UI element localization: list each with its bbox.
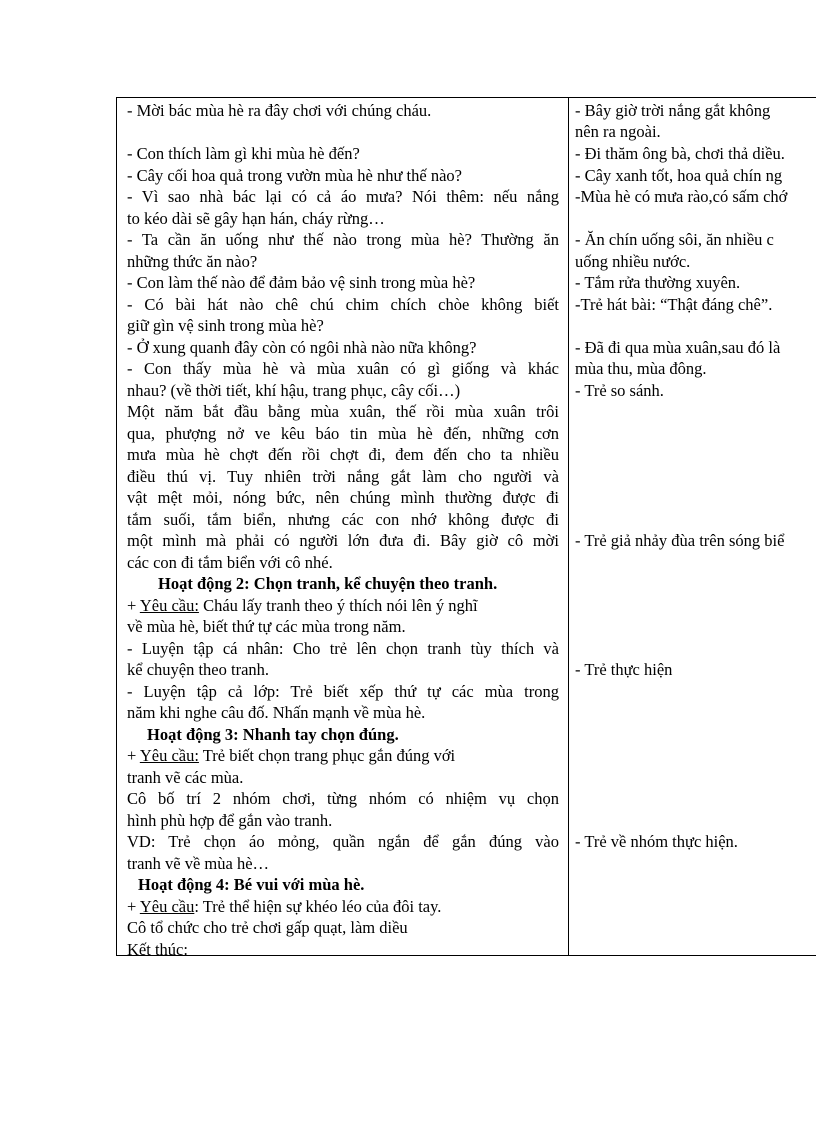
text-line: - Trẻ thực hiện xyxy=(575,660,673,679)
text-line: điều thú vị. Tuy nhiên trời nắng gắt làm cho người và xyxy=(127,467,559,486)
text-line: - Con làm thế nào để đảm bảo vệ sinh trong mùa hè? xyxy=(127,273,476,292)
requirement-label: Yêu cầu: xyxy=(139,746,199,765)
text-line: tranh vẽ về mùa hè… xyxy=(127,854,270,873)
text-line: tắm suối, tắm biển, nhưng các con nhớ không được đi xyxy=(127,510,559,529)
lesson-table xyxy=(116,97,816,959)
text-line: - Luyện tập cả lớp: Trẻ biết xếp thứ tự các mùa trong xyxy=(127,682,559,701)
plus-marker: + xyxy=(127,596,140,615)
text-line: -Trẻ hát bài: “Thật đáng chê”. xyxy=(575,295,773,314)
text-line: - Luyện tập cá nhân: Cho trẻ lên chọn tranh tùy thích và xyxy=(127,639,559,658)
text-line: - Đi thăm ông bà, chơi thả diều. xyxy=(575,144,785,163)
column-divider xyxy=(568,98,569,955)
text-line: - Có bài hát nào chê chú chim chích chòe không biết xyxy=(127,295,559,314)
text-line: giữ gìn vệ sinh trong mùa hè? xyxy=(127,316,324,335)
plus-marker: + xyxy=(127,897,140,916)
text-line: nên ra ngoài. xyxy=(575,122,661,141)
text-line: về mùa hè, biết thứ tự các mùa trong năm. xyxy=(127,617,406,636)
text-line: mùa thu, mùa đông. xyxy=(575,359,707,378)
text-line: - Vì sao nhà bác lại có cả áo mưa? Nói thêm: nếu nắng xyxy=(127,187,559,206)
text-line: - Ta cần ăn uống như thế nào trong mùa hè? Thường ăn xyxy=(127,230,559,249)
text-line: - Tắm rửa thường xuyên. xyxy=(575,273,741,292)
text-line: nhau? (về thời tiết, khí hậu, trang phục, cây cối…) xyxy=(127,381,461,400)
text-line: những thức ăn nào? xyxy=(127,252,258,271)
requirement-text: : Trẻ thể hiện sự khéo léo của đôi tay. xyxy=(194,897,442,916)
requirement-text: Cháu lấy tranh theo ý thích nói lên ý nghĩ xyxy=(198,596,478,615)
requirement-line xyxy=(127,896,441,917)
text-line: một mình mà phải có người lớn đưa đi. Bây giờ cô mời xyxy=(127,531,559,550)
requirement-label: Yêu cầu xyxy=(139,897,195,916)
plus-marker: + xyxy=(127,746,140,765)
text-line: Kết thúc: xyxy=(127,940,188,959)
text-line: - Đã đi qua mùa xuân,sau đó là xyxy=(575,338,781,357)
activity-3-heading: Hoạt động 3: Nhanh tay chọn đúng. xyxy=(147,725,399,744)
text-line: qua, phượng nở ve kêu báo tin mùa hè đến, những cơn xyxy=(127,424,559,443)
text-line: - Ở xung quanh đây còn có ngôi nhà nào nữa không? xyxy=(127,338,477,357)
text-line: VD: Trẻ chọn áo mỏng, quần ngắn để gắn đúng vào xyxy=(127,832,559,851)
text-line: kể chuyện theo tranh. xyxy=(127,660,270,679)
activity-2-heading: Hoạt động 2: Chọn tranh, kể chuyện theo tranh. xyxy=(158,574,498,593)
requirement-text: Trẻ biết chọn trang phục gắn đúng với xyxy=(198,746,456,765)
text-line: - Ăn chín uống sôi, ăn nhiều c xyxy=(575,230,774,249)
text-line: to kéo dài sẽ gây hạn hán, cháy rừng… xyxy=(127,209,385,228)
text-line: hình phù hợp để gắn vào tranh. xyxy=(127,811,333,830)
requirement-line xyxy=(127,595,478,616)
requirement-line xyxy=(127,745,455,766)
text-line: mưa mùa hè chợt đến rồi chợt đi, đem đến cho ta nhiều xyxy=(127,445,559,464)
text-line: năm khi nghe câu đố. Nhấn mạnh về mùa hè. xyxy=(127,703,426,722)
text-line: Cô bố trí 2 nhóm chơi, từng nhóm có nhiệm vụ chọn xyxy=(127,789,559,808)
text-line: - Trẻ so sánh. xyxy=(575,381,664,400)
text-line: Cô tổ chức cho trẻ chơi gấp quạt, làm diều xyxy=(127,918,408,937)
text-line: - Con thấy mùa hè và mùa xuân có gì giống và khác xyxy=(127,359,559,378)
text-line: Một năm bắt đầu bằng mùa xuân, thế rồi mùa xuân trôi xyxy=(127,402,559,421)
activity-4-heading: Hoạt động 4: Bé vui với mùa hè. xyxy=(138,875,365,894)
text-line: - Cây xanh tốt, hoa quả chín ng xyxy=(575,166,783,185)
text-line: vật mệt mỏi, nóng bức, nên chúng mình thường được đi xyxy=(127,488,559,507)
text-line: - Con thích làm gì khi mùa hè đến? xyxy=(127,144,360,163)
text-line: - Trẻ về nhóm thực hiện. xyxy=(575,832,738,851)
text-line: - Mời bác mùa hè ra đây chơi với chúng cháu. xyxy=(127,101,432,120)
text-line: tranh vẽ các mùa. xyxy=(127,768,244,787)
text-line: -Mùa hè có mưa rào,có sấm chớ xyxy=(575,187,788,206)
text-line: các con đi tắm biển với cô nhé. xyxy=(127,553,333,572)
text-line: - Trẻ giả nhảy đùa trên sóng biể xyxy=(575,531,785,550)
text-line: - Cây cối hoa quả trong vườn mùa hè như thế nào? xyxy=(127,166,462,185)
requirement-label: Yêu cầu: xyxy=(139,596,199,615)
text-line: uống nhiều nước. xyxy=(575,252,691,271)
text-line: - Bây giờ trời nắng gắt không xyxy=(575,101,771,120)
